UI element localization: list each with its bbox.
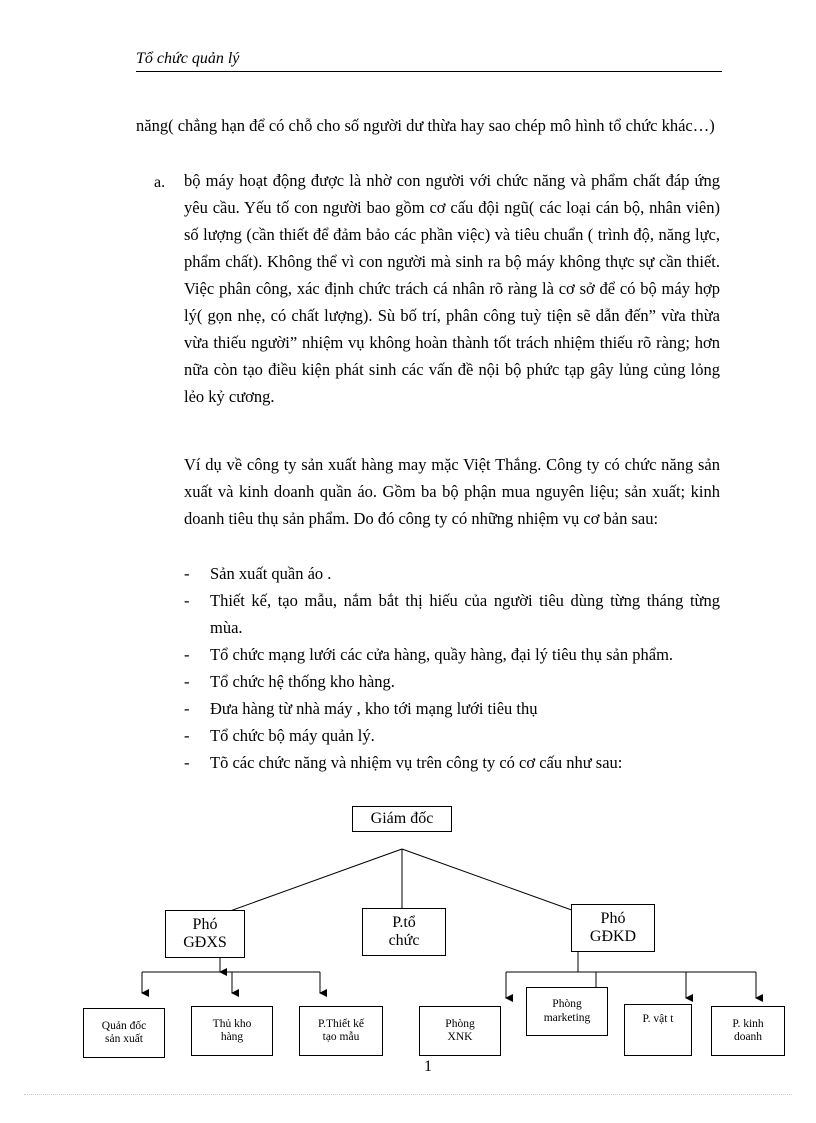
list-item: - Tổ chức mạng lưới các cửa hàng, quầy hàng, đại lý tiêu thụ sản phẩm.	[184, 645, 674, 664]
org-box-p-vat-tu: P. vật t	[624, 1004, 692, 1056]
org-box-p-thiet-ke: P.Thiết kế tạo mẫu	[299, 1006, 383, 1056]
org-box-quan-doc: Quản đốc sản xuất	[83, 1008, 165, 1058]
item-a-marker: a.	[154, 174, 166, 191]
intro-paragraph: năng( chẳng hạn để có chỗ cho số người dư thừa hay sao chép mô hình tổ chức khác…)	[136, 116, 715, 135]
org-box-thu-kho: Thủ kho hàng	[191, 1006, 273, 1056]
org-box-pho-gdxs: Phó GĐXS	[165, 910, 245, 958]
page-number: 1	[424, 1058, 432, 1075]
list-item: - Thiết kế, tạo mẫu, nắm bắt thị hiếu của người tiêu dùng từng tháng từng mùa.	[184, 591, 720, 637]
org-box-phong-xnk: Phòng XNK	[419, 1006, 501, 1056]
org-box-p-to-chuc: P.tổ chức	[362, 908, 446, 956]
org-box-director: Giám đốc	[352, 806, 452, 832]
list-item: - Tõ các chức năng và nhiệm vụ trên công ty có cơ cấu như sau:	[184, 753, 623, 772]
org-box-phong-marketing: Phòng marketing	[526, 987, 608, 1036]
list-item: - Sản xuất quần áo .	[184, 564, 332, 583]
org-box-p-kinh-doanh: P. kinh doanh	[711, 1006, 785, 1056]
list-item: - Tổ chức hệ thống kho hàng.	[184, 672, 395, 691]
bullet-list	[184, 560, 720, 776]
header-rule	[136, 71, 722, 72]
footer-rule	[24, 1094, 792, 1095]
org-box-pho-gdkd: Phó GĐKD	[571, 904, 655, 952]
list-item: - Tổ chức bộ máy quản lý.	[184, 726, 375, 745]
header-title: Tổ chức quản lý	[136, 50, 240, 67]
list-item: - Đưa hàng từ nhà máy , kho tới mạng lưới tiêu thụ	[184, 699, 538, 718]
example-paragraph: Ví dụ về công ty sản xuất hàng may mặc Việt Thắng. Công ty có chức năng sản xuất và kinh doanh quần áo. Gồm ba bộ phận mua nguyên liệu; sản xuất; kinh doanh tiêu thụ sản phẩm. Do đó công ty có những nhiệm vụ cơ bản sau:	[184, 455, 720, 528]
item-a-text: bộ máy hoạt động được là nhờ con người với chức năng và phẩm chất đáp ứng yêu cầu. Yếu tố con người bao gồm cơ cấu đội ngũ( các loại cán bộ, nhân viên) số lượng (cần thiết để đảm bảo các phần việc) và tiêu chuẩn ( trình độ, năng lực, phẩm chất). Không thể vì con người mà sinh ra bộ máy không thực sự cần thiết. Việc phân công, xác định chức trách cá nhân rõ ràng là cơ sở để có bộ máy hợp lý( gọn nhẹ, có chất lượng). Sù bố trí, phân công tuỳ tiện sẽ dẫn đến” vừa thừa vừa thiếu người” nhiệm vụ không hoàn thành tốt trách nhiệm thiếu rõ ràng; hơn nữa còn tạo điều kiện phát sinh các vấn đề nội bộ phức tạp gây lủng củng lỏng lẻo kỷ cương.	[184, 171, 720, 406]
